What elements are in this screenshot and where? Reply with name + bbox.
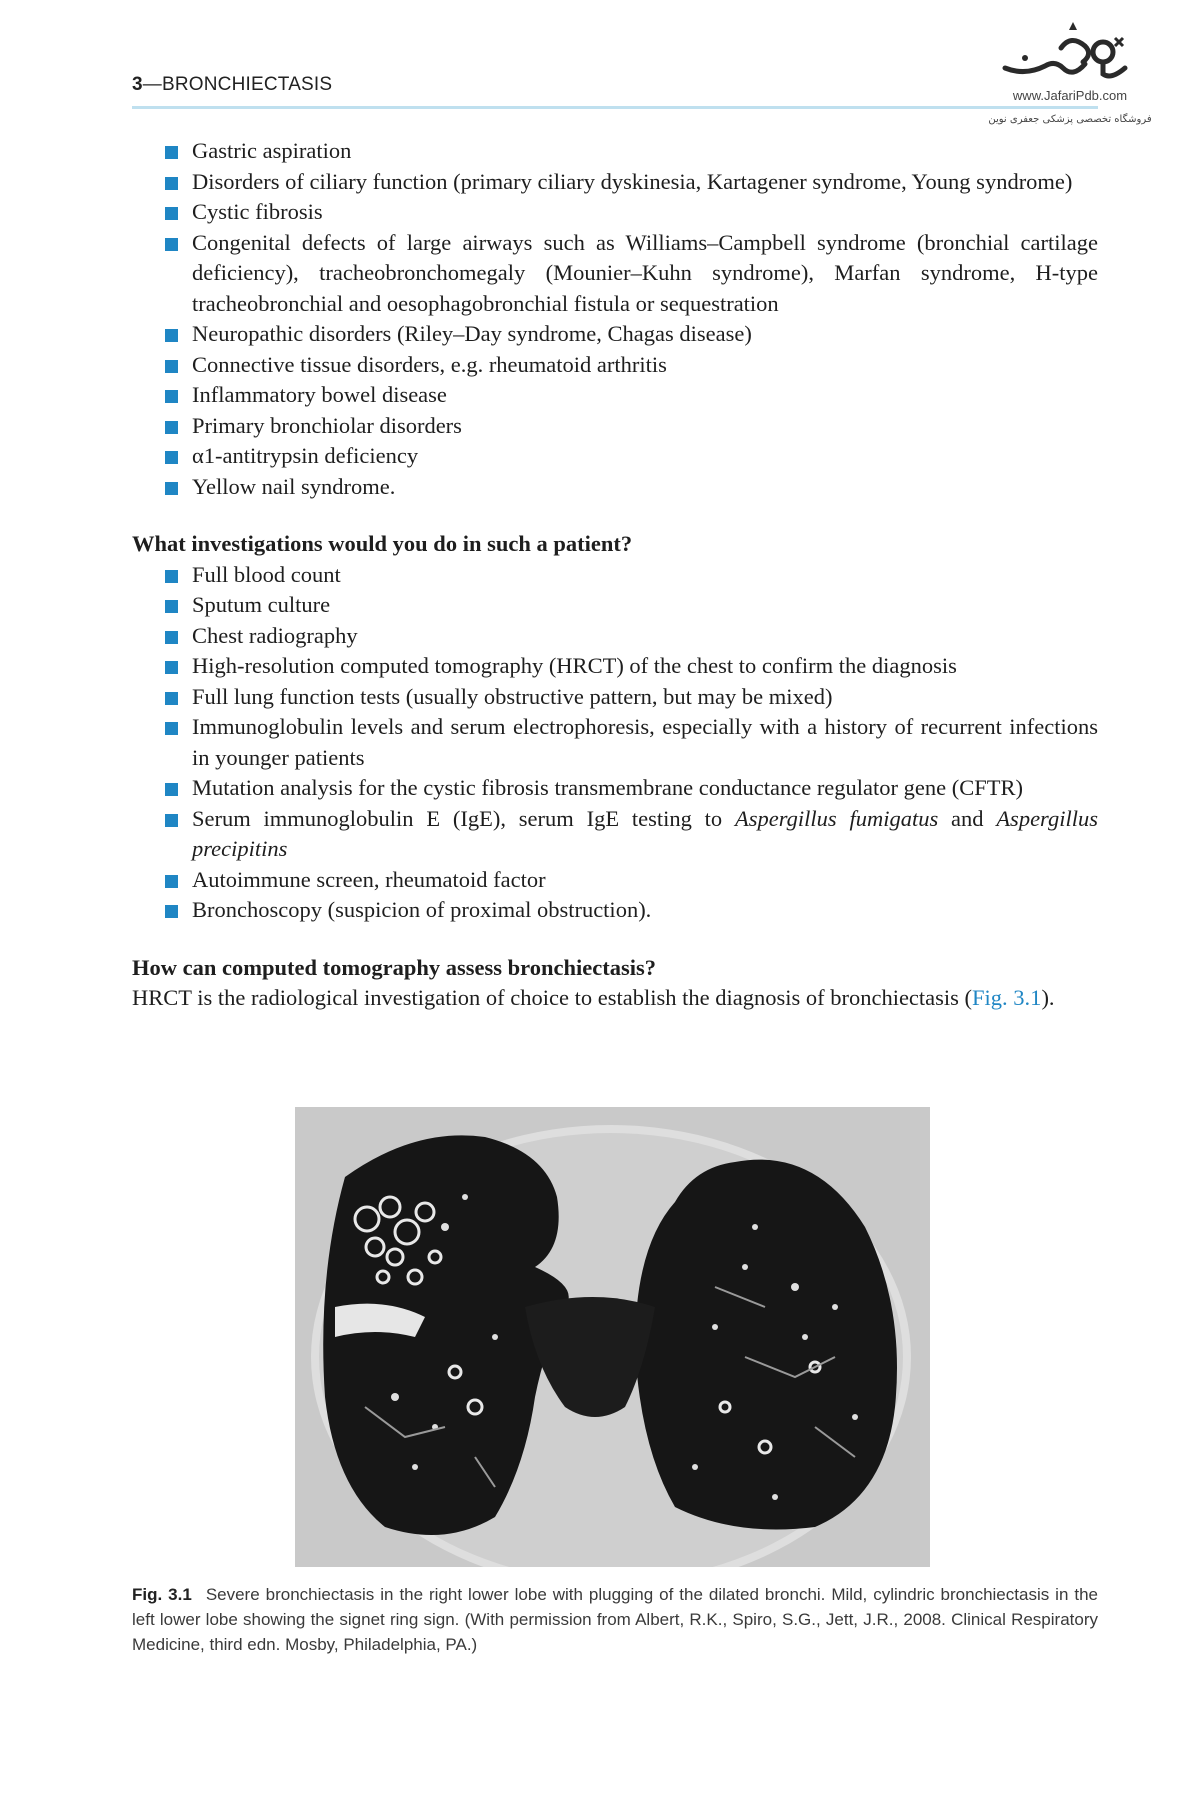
bullet-square-icon [165, 631, 178, 644]
bullet-square-icon [165, 238, 178, 251]
figure-caption [132, 1582, 1098, 1657]
list-item: Full lung function tests (usually obstructive pattern, but may be mixed) [132, 682, 1098, 713]
bullet-square-icon [165, 207, 178, 220]
list-item: Mutation analysis for the cystic fibrosis transmembrane conductance regulator gene (CFTR) [132, 773, 1098, 804]
ct-answer: HRCT is the radiological investigation of choice to establish the diagnosis of bronchiectasis (Fig. 3.1). [132, 985, 1055, 1010]
list-item: Yellow nail syndrome. [132, 472, 1098, 503]
list-item: Bronchoscopy (suspicion of proximal obstruction). [132, 895, 1098, 926]
investigations-list [132, 560, 1098, 926]
chapter-title: BRONCHIECTASIS [161, 74, 333, 95]
header-rule [132, 106, 1098, 109]
list-item: Sputum culture [132, 590, 1098, 621]
bullet-square-icon [165, 905, 178, 918]
bullet-square-icon [165, 600, 178, 613]
list-item: Cystic fibrosis [132, 197, 1098, 228]
bullet-square-icon [165, 661, 178, 674]
watermark-shop-name: فروشگاه تخصصی پزشکی جعفری نوین [988, 114, 1152, 125]
bullet-square-icon [165, 451, 178, 464]
running-head [132, 74, 332, 96]
bullet-square-icon [165, 570, 178, 583]
list-item: Autoimmune screen, rheumatoid factor [132, 865, 1098, 896]
list-item: Primary bronchiolar disorders [132, 411, 1098, 442]
list-item: Gastric aspiration [132, 136, 1098, 167]
list-item: Connective tissue disorders, e.g. rheumatoid arthritis [132, 350, 1098, 381]
watermark [985, 18, 1155, 136]
chapter-number: 3 [132, 74, 143, 95]
watermark-url: www.JafariPdb.com [1012, 88, 1128, 103]
bullet-square-icon [165, 329, 178, 342]
bullet-square-icon [165, 783, 178, 796]
bullet-square-icon [165, 177, 178, 190]
list-item: Congenital defects of large airways such as Williams–Campbell syndrome (bronchial cartilage deficiency), tracheobronchomegaly (Mounier–Kuhn syndrome), Marfan syndrome, H-type tracheobronchial and oesophagobronchial fistula or sequestration [132, 228, 1098, 320]
ct-scan-graphic [295, 1107, 930, 1567]
list-item: Inflammatory bowel disease [132, 380, 1098, 411]
bullet-square-icon [165, 390, 178, 403]
investigations-question: What investigations would you do in such a patient? [132, 531, 633, 556]
list-item: High-resolution computed tomography (HRCT) of the chest to confirm the diagnosis [132, 651, 1098, 682]
bullet-square-icon [165, 722, 178, 735]
causes-list [132, 136, 1098, 502]
bullet-square-icon [165, 692, 178, 705]
bullet-square-icon [165, 875, 178, 888]
list-item: Immunoglobulin levels and serum electrophoresis, especially with a history of recurrent infections in younger patients [132, 712, 1098, 773]
ct-scan-image [295, 1107, 930, 1567]
list-item: α1-antitrypsin deficiency [132, 441, 1098, 472]
ct-question: How can computed tomography assess bronchiectasis? [132, 954, 656, 980]
list-item: Chest radiography [132, 621, 1098, 652]
bullet-square-icon [165, 360, 178, 373]
header-dash: — [142, 74, 162, 95]
bullet-square-icon [165, 814, 178, 827]
figure-reference-link[interactable]: Fig. 3.1 [972, 985, 1042, 1010]
bullet-square-icon [165, 421, 178, 434]
main-content [132, 136, 1098, 1014]
list-item: Full blood count [132, 560, 1098, 591]
list-item-ige: Serum immunoglobulin E (IgE), serum IgE testing to Aspergillus fumigatus and Aspergillus precipitins [132, 804, 1098, 865]
bullet-square-icon [165, 482, 178, 495]
watermark-logo-icon [985, 18, 1155, 88]
figure-caption-text: Severe bronchiectasis in the right lower lobe with plugging of the dilated bronchi. Mild, cylindric bronchiectasis in the left lower lobe showing the signet ring sign. (With permission from Albert, R.K., Spiro, S.G., Jett, J.R., 2008. Clinical Respiratory Medicine, third edn. Mosby, Philadelphia, PA.) [132, 1585, 1098, 1654]
list-item: Disorders of ciliary function (primary ciliary dyskinesia, Kartagener syndrome, Young syndrome) [132, 167, 1098, 198]
list-item: Neuropathic disorders (Riley–Day syndrome, Chagas disease) [132, 319, 1098, 350]
figure-label: Fig. 3.1 [132, 1585, 192, 1604]
bullet-square-icon [165, 146, 178, 159]
